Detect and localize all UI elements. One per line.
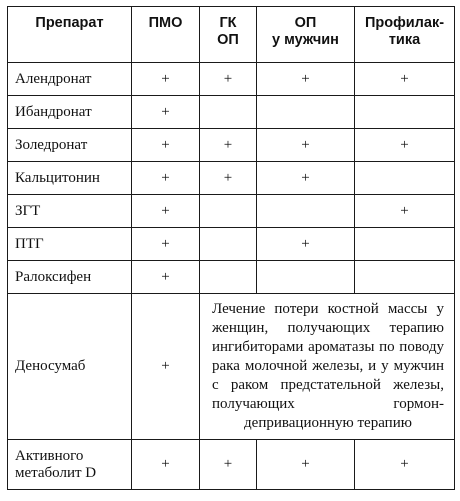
table-row-denosumab	[8, 294, 455, 440]
cell-gk-op: +	[200, 129, 257, 162]
cell-gk-op	[200, 228, 257, 261]
header-gk-op: ГК ОП	[200, 7, 257, 63]
cell-pmo: +	[132, 129, 200, 162]
cell-gk-op	[200, 96, 257, 129]
cell-prophylaxis: +	[355, 195, 455, 228]
header-op-men: ОП у мужчин	[257, 7, 355, 63]
cell-op-men: +	[257, 63, 355, 96]
cell-op-men: +	[257, 228, 355, 261]
cell-prophylaxis	[355, 162, 455, 195]
drug-indications-table	[7, 6, 455, 490]
table-row	[8, 63, 455, 96]
drug-name: Деносумаб	[8, 294, 132, 440]
header-drug: Препарат	[8, 7, 132, 63]
cell-gk-op	[200, 195, 257, 228]
drug-name: Ралоксифен	[8, 261, 132, 294]
cell-op-men	[257, 195, 355, 228]
cell-prophylaxis: +	[355, 63, 455, 96]
table-row	[8, 129, 455, 162]
header-prophylaxis: Профилак- тика	[355, 7, 455, 63]
cell-prophylaxis	[355, 261, 455, 294]
cell-pmo: +	[132, 294, 200, 440]
header-row	[8, 7, 455, 63]
header-pmo: ПМО	[132, 7, 200, 63]
drug-name: Активного метаболит D	[8, 440, 132, 490]
cell-pmo: +	[132, 63, 200, 96]
cell-op-men	[257, 96, 355, 129]
drug-name: Ибандронат	[8, 96, 132, 129]
cell-pmo: +	[132, 440, 200, 490]
cell-pmo: +	[132, 261, 200, 294]
denosumab-indication-note: Лечение потери костной массы у женщин, получающих терапию ингибиторами ароматазы по поводу рака молочной железы, и у мужчин с раком предстательной железы, получающих гормон-депривационную терапию	[200, 294, 455, 440]
cell-op-men: +	[257, 162, 355, 195]
drug-name: Золедронат	[8, 129, 132, 162]
cell-gk-op	[200, 261, 257, 294]
table-row	[8, 261, 455, 294]
cell-gk-op: +	[200, 440, 257, 490]
cell-prophylaxis	[355, 96, 455, 129]
cell-pmo: +	[132, 195, 200, 228]
drug-name: ЗГТ	[8, 195, 132, 228]
cell-gk-op: +	[200, 162, 257, 195]
cell-pmo: +	[132, 96, 200, 129]
cell-op-men	[257, 261, 355, 294]
table-row	[8, 96, 455, 129]
cell-gk-op: +	[200, 63, 257, 96]
table-row	[8, 228, 455, 261]
table-row	[8, 195, 455, 228]
cell-prophylaxis	[355, 228, 455, 261]
cell-pmo: +	[132, 162, 200, 195]
drug-name: Алендронат	[8, 63, 132, 96]
cell-op-men: +	[257, 440, 355, 490]
cell-pmo: +	[132, 228, 200, 261]
drug-name: Кальцитонин	[8, 162, 132, 195]
cell-prophylaxis: +	[355, 440, 455, 490]
cell-op-men: +	[257, 129, 355, 162]
table-row	[8, 162, 455, 195]
table-row-active-metabolite	[8, 440, 455, 490]
drug-name: ПТГ	[8, 228, 132, 261]
cell-prophylaxis: +	[355, 129, 455, 162]
